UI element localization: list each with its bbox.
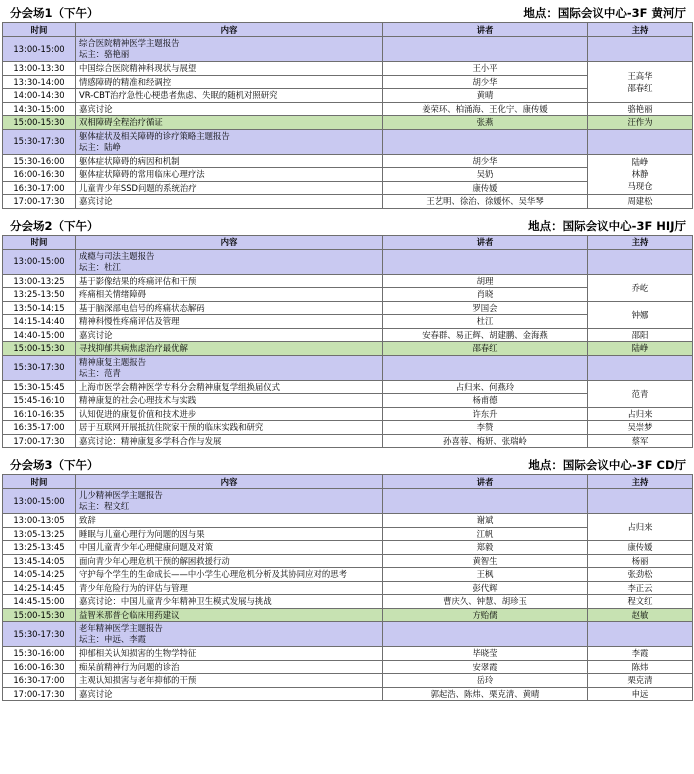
topic-text: 综合医院精神医学主题报告 — [79, 38, 180, 48]
content-cell — [76, 288, 383, 302]
topic-text: 嘉宾讨论 — [79, 688, 113, 699]
content-cell — [76, 328, 383, 342]
content-cell — [76, 274, 383, 288]
topic-text: 嘉宾讨论：精神康复多学科合作与发展 — [79, 435, 222, 446]
section-location: 地点：国际会议中心-3F 黄河厅 — [523, 6, 686, 20]
column-header: 内容 — [76, 235, 383, 249]
content-cell — [76, 421, 383, 435]
table-row — [3, 421, 693, 435]
time-cell: 15:00-15:30 — [3, 342, 76, 356]
time-cell: 16:30-17:00 — [3, 181, 76, 195]
speaker-cell: 杨甫德 — [383, 394, 588, 408]
host-cell: 乔屹 — [588, 274, 693, 301]
speaker-cell: 彭代辉 — [383, 581, 588, 595]
speaker-cell: 李赞 — [383, 421, 588, 435]
highlight-row — [3, 608, 693, 622]
table-row — [3, 595, 693, 609]
host-cell: 赵敏 — [588, 608, 693, 622]
content-cell — [76, 568, 383, 582]
host-cell — [588, 249, 693, 274]
topic-text: 守护每个学生的生命成长——中小学生心理危机分析及其协同应对的思考 — [79, 569, 347, 580]
host-cell — [588, 355, 693, 380]
section-header — [2, 458, 692, 474]
content-cell — [76, 434, 383, 448]
time-cell: 15:45-16:10 — [3, 394, 76, 408]
speaker-cell: 罗国会 — [383, 301, 588, 315]
column-header: 时间 — [3, 23, 76, 37]
content-cell — [76, 249, 383, 274]
column-header: 时间 — [3, 475, 76, 489]
speaker-cell: 郭起浩、陈炜、栗克清、黄晴 — [383, 687, 588, 701]
speaker-cell: 毕晓莹 — [383, 647, 588, 661]
forum-row — [3, 489, 693, 514]
topic-text: 主观认知损害与老年抑郁的干预 — [79, 675, 197, 686]
section-title: 分会场3（下午） — [10, 458, 99, 472]
host-cell: 申远 — [588, 687, 693, 701]
column-header: 内容 — [76, 475, 383, 489]
session-section — [2, 6, 692, 209]
speaker-cell: 谢斌 — [383, 514, 588, 528]
time-cell: 13:30-14:00 — [3, 75, 76, 89]
forum-row — [3, 355, 693, 380]
topic-text: 精神科慢性疼痛评估及管理 — [79, 316, 180, 327]
topic-text: 双相障碍全程治疗循证 — [79, 117, 163, 128]
time-cell: 16:35-17:00 — [3, 421, 76, 435]
speaker-cell: 王艺明、徐治、徐媛怀、吴华琴 — [383, 195, 588, 209]
host-cell: 邵阳 — [588, 328, 693, 342]
host-cell — [588, 489, 693, 514]
table-row — [3, 434, 693, 448]
time-cell: 14:00-14:30 — [3, 89, 76, 103]
forum-row — [3, 249, 693, 274]
topic-text: 老年精神医学主题报告 — [79, 623, 163, 633]
host-cell: 康传媛 — [588, 541, 693, 555]
speaker-cell: 邵春红 — [383, 342, 588, 356]
content-cell — [76, 75, 383, 89]
time-cell: 14:25-14:45 — [3, 581, 76, 595]
time-cell: 15:30-17:30 — [3, 355, 76, 380]
schedule-table — [2, 474, 693, 701]
topic-text: 居于互联网开展抵抗住院家干预的临床实践和研究 — [79, 422, 264, 433]
topic-text: 寻找抑郁共病焦虑治疗最优解 — [79, 343, 188, 354]
topic-text: 情感障碍的精准和经调控 — [79, 76, 172, 87]
host-cell: 张劲松 — [588, 568, 693, 582]
content-cell — [76, 489, 383, 514]
host-cell: 王高华 邵春红 — [588, 62, 693, 103]
content-cell — [76, 168, 383, 182]
speaker-cell — [383, 622, 588, 647]
column-header: 讲者 — [383, 235, 588, 249]
forum-chair-text: 坛主：骆艳丽 — [79, 49, 130, 59]
column-header: 讲者 — [383, 475, 588, 489]
speaker-cell — [383, 37, 588, 62]
topic-text: 抑郁相关认知损害的生物学特征 — [79, 648, 197, 659]
host-cell: 汪作为 — [588, 116, 693, 130]
host-cell: 李霞 — [588, 647, 693, 661]
forum-chair-text: 坛主：杜江 — [79, 261, 121, 272]
forum-chair-text: 坛主：陆峥 — [79, 141, 121, 152]
table-row — [3, 554, 693, 568]
topic-text: 儿童青少年SSD问题的系统治疗 — [79, 182, 197, 193]
column-header: 主持 — [588, 235, 693, 249]
host-cell: 占归来 — [588, 514, 693, 541]
speaker-cell: 吴奶 — [383, 168, 588, 182]
speaker-cell: 胡少华 — [383, 75, 588, 89]
content-cell — [76, 129, 383, 154]
topic-text: 益智米那普仑临床用药建议 — [79, 609, 180, 620]
time-cell: 13:00-13:30 — [3, 62, 76, 76]
table-row — [3, 62, 693, 76]
table-row — [3, 660, 693, 674]
forum-row — [3, 129, 693, 154]
content-cell — [76, 674, 383, 688]
speaker-cell: 黄晴 — [383, 89, 588, 103]
table-row — [3, 687, 693, 701]
speaker-cell: 王小平 — [383, 62, 588, 76]
session-section — [2, 458, 692, 701]
time-cell: 13:45-14:05 — [3, 554, 76, 568]
time-cell: 14:40-15:00 — [3, 328, 76, 342]
content-cell — [76, 380, 383, 394]
host-cell: 李正云 — [588, 581, 693, 595]
topic-text: 中国儿童青少年心理健康问题及对策 — [79, 542, 213, 553]
speaker-cell: 安翠霞 — [383, 660, 588, 674]
content-cell — [76, 514, 383, 528]
section-location: 地点：国际会议中心-3F HIJ厅 — [528, 218, 686, 233]
host-cell: 陈炜 — [588, 660, 693, 674]
table-header-row — [3, 235, 693, 249]
content-cell — [76, 342, 383, 356]
topic-text: 精神康复主题报告 — [79, 356, 146, 367]
time-cell: 16:30-17:00 — [3, 674, 76, 688]
content-cell — [76, 154, 383, 168]
time-cell: 13:25-13:45 — [3, 541, 76, 555]
time-cell: 15:00-15:30 — [3, 608, 76, 622]
topic-text: 基于影像结果的疼痛评估和干预 — [79, 275, 197, 286]
speaker-cell: 胡少华 — [383, 154, 588, 168]
topic-text: 躯体症状障碍的常用临床心理疗法 — [79, 169, 205, 180]
content-cell — [76, 37, 383, 62]
section-title: 分会场2（下午） — [10, 218, 99, 233]
time-cell: 14:05-14:25 — [3, 568, 76, 582]
forum-chair-text: 坛主：申远、李霞 — [79, 634, 146, 644]
content-cell — [76, 687, 383, 701]
speaker-cell: 占归来、何燕玲 — [383, 380, 588, 394]
host-cell: 程文红 — [588, 595, 693, 609]
host-cell: 钟娜 — [588, 301, 693, 328]
time-cell: 14:30-15:00 — [3, 102, 76, 116]
content-cell — [76, 608, 383, 622]
time-cell: 15:30-16:00 — [3, 154, 76, 168]
host-cell: 陆峥 林静 马现仓 — [588, 154, 693, 195]
content-cell — [76, 394, 383, 408]
table-row — [3, 301, 693, 315]
content-cell — [76, 554, 383, 568]
host-cell: 骆艳丽 — [588, 102, 693, 116]
time-cell: 14:45-15:00 — [3, 595, 76, 609]
table-row — [3, 514, 693, 528]
topic-text: 面向青少年心理危机干预的解困救援行动 — [79, 555, 230, 566]
forum-chair-text: 坛主：程文红 — [79, 501, 130, 511]
content-cell — [76, 116, 383, 130]
time-cell: 16:10-16:35 — [3, 407, 76, 421]
table-row — [3, 154, 693, 168]
table-row — [3, 541, 693, 555]
speaker-cell: 方贻儒 — [383, 608, 588, 622]
content-cell — [76, 315, 383, 329]
time-cell: 16:00-16:30 — [3, 660, 76, 674]
speaker-cell — [383, 355, 588, 380]
time-cell: 13:25-13:50 — [3, 288, 76, 302]
time-cell: 15:30-17:30 — [3, 129, 76, 154]
table-header-row — [3, 475, 693, 489]
forum-row — [3, 37, 693, 62]
forum-row — [3, 622, 693, 647]
content-cell — [76, 89, 383, 103]
content-cell — [76, 62, 383, 76]
time-cell: 13:00-13:25 — [3, 274, 76, 288]
table-row — [3, 328, 693, 342]
speaker-cell: 张燕 — [383, 116, 588, 130]
speaker-cell — [383, 489, 588, 514]
time-cell: 17:00-17:30 — [3, 434, 76, 448]
speaker-cell: 安春群、易正辉、胡建鹏、金海燕 — [383, 328, 588, 342]
content-cell — [76, 355, 383, 380]
host-cell: 吴崇梦 — [588, 421, 693, 435]
topic-text: 认知促进的康复价值和技术进步 — [79, 408, 197, 419]
time-cell: 13:05-13:25 — [3, 527, 76, 541]
host-cell: 蔡军 — [588, 434, 693, 448]
topic-text: VR-CBT治疗急性心梗患者焦虑、失眠的随机对照研究 — [79, 90, 278, 101]
highlight-row — [3, 116, 693, 130]
host-cell: 栗克清 — [588, 674, 693, 688]
speaker-cell: 孙喜蓉、梅妍、张瑞岭 — [383, 434, 588, 448]
time-cell: 16:00-16:30 — [3, 168, 76, 182]
content-cell — [76, 301, 383, 315]
topic-text: 躯体症状障碍的病因和机制 — [79, 155, 180, 166]
topic-text: 睡眠与儿童心理行为问题的因与果 — [79, 528, 205, 539]
table-row — [3, 380, 693, 394]
topic-text: 致辞 — [79, 515, 96, 526]
schedule-table — [2, 22, 693, 209]
topic-text: 精神康复的社会心理技术与实践 — [79, 395, 197, 406]
speaker-cell: 许东升 — [383, 407, 588, 421]
content-cell — [76, 622, 383, 647]
topic-text: 痴呆前精神行为问题的诊治 — [79, 661, 180, 672]
time-cell: 13:00-15:00 — [3, 37, 76, 62]
table-header-row — [3, 23, 693, 37]
topic-text: 儿少精神医学主题报告 — [79, 490, 163, 500]
topic-text: 成瘾与司法主题报告 — [79, 250, 155, 261]
time-cell: 13:00-15:00 — [3, 489, 76, 514]
content-cell — [76, 647, 383, 661]
time-cell: 14:15-14:40 — [3, 315, 76, 329]
content-cell — [76, 527, 383, 541]
speaker-cell: 黄智生 — [383, 554, 588, 568]
time-cell: 15:00-15:30 — [3, 116, 76, 130]
content-cell — [76, 181, 383, 195]
table-row — [3, 407, 693, 421]
topic-text: 疼痛相关情绪障碍 — [79, 289, 146, 300]
forum-chair-text: 坛主：范青 — [79, 367, 121, 378]
session-section — [2, 219, 692, 449]
speaker-cell: 姜荣环、柏涌海、王化宁、康传媛 — [383, 102, 588, 116]
content-cell — [76, 581, 383, 595]
highlight-row — [3, 342, 693, 356]
topic-text: 躯体症状及相关障碍的诊疗策略主题报告 — [79, 130, 230, 141]
table-row — [3, 647, 693, 661]
host-cell: 周建松 — [588, 195, 693, 209]
column-header: 内容 — [76, 23, 383, 37]
time-cell: 15:30-17:30 — [3, 622, 76, 647]
speaker-cell: 肖晓 — [383, 288, 588, 302]
table-row — [3, 195, 693, 209]
time-cell: 13:00-13:05 — [3, 514, 76, 528]
speaker-cell — [383, 129, 588, 154]
table-row — [3, 568, 693, 582]
topic-text: 嘉宾讨论 — [79, 103, 113, 114]
table-row — [3, 581, 693, 595]
table-row — [3, 674, 693, 688]
topic-text: 上海市医学会精神医学专科分会精神康复学组换届仪式 — [79, 381, 280, 392]
time-cell: 15:30-16:00 — [3, 647, 76, 661]
topic-text: 中国综合医院精神科现状与展望 — [79, 63, 197, 74]
speaker-cell: 郑毅 — [383, 541, 588, 555]
section-header — [2, 6, 692, 22]
time-cell: 13:50-14:15 — [3, 301, 76, 315]
column-header: 讲者 — [383, 23, 588, 37]
column-header: 时间 — [3, 235, 76, 249]
time-cell: 13:00-15:00 — [3, 249, 76, 274]
schedule-page — [2, 6, 692, 701]
speaker-cell: 王枫 — [383, 568, 588, 582]
content-cell — [76, 660, 383, 674]
speaker-cell: 杜江 — [383, 315, 588, 329]
speaker-cell: 江帆 — [383, 527, 588, 541]
host-cell: 占归来 — [588, 407, 693, 421]
section-header — [2, 219, 692, 235]
content-cell — [76, 407, 383, 421]
content-cell — [76, 102, 383, 116]
schedule-table — [2, 235, 693, 449]
column-header: 主持 — [588, 475, 693, 489]
host-cell — [588, 622, 693, 647]
topic-text: 嘉宾讨论：中国儿童青少年精神卫生模式发展与挑战 — [79, 596, 272, 607]
table-row — [3, 102, 693, 116]
section-title: 分会场1（下午） — [10, 6, 99, 20]
content-cell — [76, 195, 383, 209]
host-cell — [588, 129, 693, 154]
topic-text: 嘉宾讨论 — [79, 196, 113, 207]
speaker-cell: 岳玲 — [383, 674, 588, 688]
host-cell: 范青 — [588, 380, 693, 407]
content-cell — [76, 595, 383, 609]
time-cell: 17:00-17:30 — [3, 687, 76, 701]
column-header: 主持 — [588, 23, 693, 37]
speaker-cell: 曹庆久、钟慧、胡珍玉 — [383, 595, 588, 609]
host-cell: 陆峥 — [588, 342, 693, 356]
host-cell: 杨丽 — [588, 554, 693, 568]
time-cell: 17:00-17:30 — [3, 195, 76, 209]
topic-text: 嘉宾讨论 — [79, 329, 113, 340]
content-cell — [76, 541, 383, 555]
section-location: 地点：国际会议中心-3F CD厅 — [528, 458, 686, 472]
speaker-cell: 康传媛 — [383, 181, 588, 195]
speaker-cell: 胡理 — [383, 274, 588, 288]
table-row — [3, 274, 693, 288]
topic-text: 青少年危险行为的评估与管理 — [79, 582, 188, 593]
time-cell: 15:30-15:45 — [3, 380, 76, 394]
speaker-cell — [383, 249, 588, 274]
host-cell — [588, 37, 693, 62]
topic-text: 基于脑深部电信号的疼痛状态解码 — [79, 302, 205, 313]
